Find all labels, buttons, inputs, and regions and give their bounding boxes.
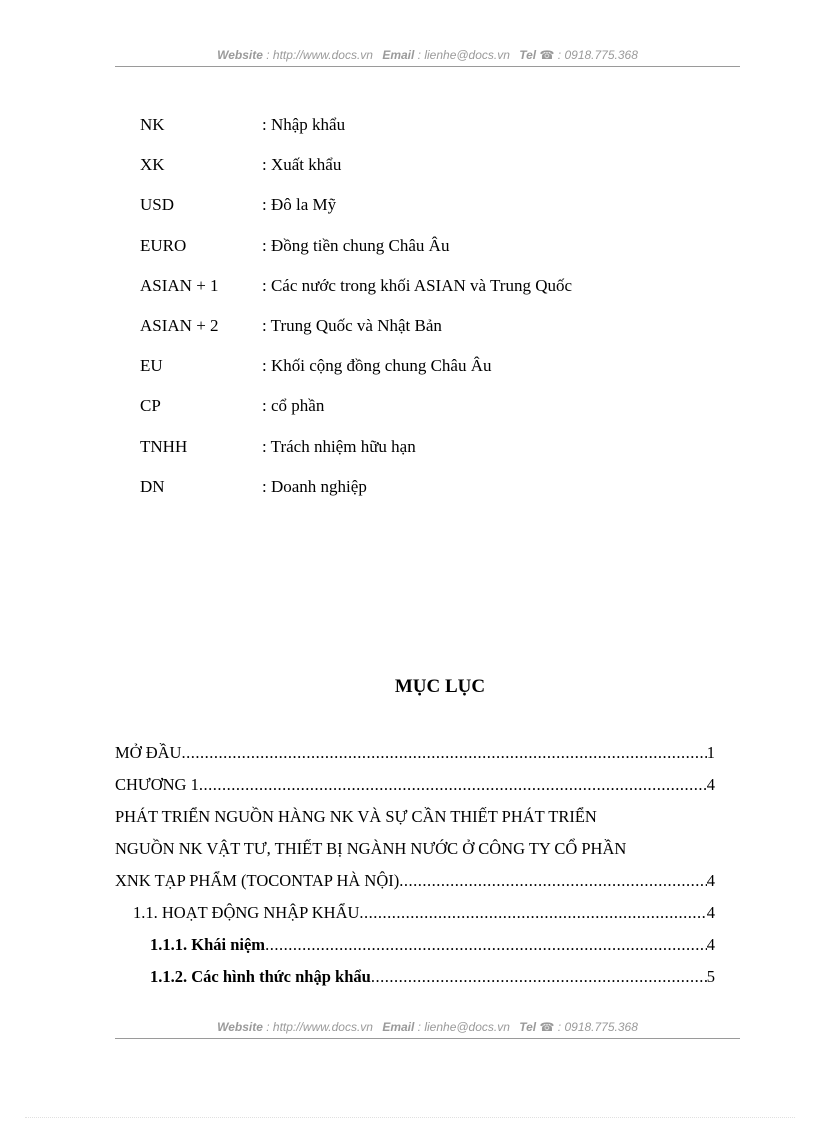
toc-page-number: 4 [706,871,715,890]
phone-icon: ☎ [539,1020,555,1034]
toc-page-number: 4 [706,935,715,954]
abbreviation-value: : Đồng tiền chung Châu Âu [262,235,450,255]
abbreviation-row [140,427,700,467]
toc-page-number: 4 [706,903,715,922]
email-value: : lienhe@docs.vn [417,1020,510,1034]
abbreviation-row [140,145,700,185]
abbreviation-key: ASIAN + 2 [140,316,219,336]
page-bottom-divider [25,1117,795,1118]
abbreviation-key: TNHH [140,436,188,456]
abbreviation-value: : Nhập khẩu [262,115,346,135]
toc-entry-label: 1.1.1. Khái niệm [150,935,266,954]
page-header [115,48,740,62]
abbreviation-value: : Đô la Mỹ [262,195,337,215]
toc-entry-section-1-1-1[interactable] [115,929,715,961]
toc-entry-label: 1.1. HOẠT ĐỘNG NHẬP KHẨU [133,903,360,922]
phone-icon: ☎ [539,48,555,62]
toc-leader-dots [199,775,707,795]
abbreviation-row [140,467,700,507]
website-label: Website [217,1020,263,1034]
toc-entry-mo-dau[interactable] [115,737,715,769]
website-value: : http://www.docs.vn [266,1020,373,1034]
abbreviation-key: EURO [140,235,187,255]
abbreviation-value: : Trung Quốc và Nhật Bản [262,316,442,336]
toc-page-number: 5 [706,967,715,986]
abbreviation-key: DN [140,476,165,496]
toc-entry-label: MỞ ĐẦU [115,743,182,762]
toc-leader-dots [371,967,707,987]
abbreviation-row [140,386,700,426]
footer-rule [115,1038,740,1039]
toc-leader-dots [399,871,707,891]
abbreviation-list [140,105,700,507]
page-footer [115,1020,740,1034]
table-of-contents [115,737,715,993]
toc-entry-chuong-1[interactable] [115,769,715,801]
toc-title: MỤC LỤC [394,676,486,697]
abbreviation-value: : Trách nhiệm hữu hạn [262,436,416,456]
abbreviation-value: : cổ phần [262,396,325,416]
abbreviation-key: XK [140,155,165,175]
toc-entry-section-1-1[interactable] [115,897,715,929]
abbreviation-row [140,346,700,386]
email-label: Email [382,48,415,62]
tel-label: Tel [519,48,537,62]
toc-entry-text-line: NGUỒN NK VẬT TƯ, THIẾT BỊ NGÀNH NƯỚC Ở CÔNG TY CỔ PHẦN [115,839,627,858]
abbreviation-value: : Doanh nghiệp [262,476,367,496]
tel-value: : 0918.775.368 [557,48,638,62]
email-value: : lienhe@docs.vn [417,48,510,62]
tel-value: : 0918.775.368 [557,1020,638,1034]
abbreviation-key: CP [140,396,161,416]
website-label: Website [217,48,263,62]
toc-leader-dots [359,903,706,923]
toc-entry-chapter-title[interactable] [115,865,715,897]
header-rule [115,66,740,67]
abbreviation-row [140,105,700,145]
toc-entry-label: 1.1.2. Các hình thức nhập khẩu [150,967,371,986]
abbreviation-key: USD [140,195,175,215]
abbreviation-value: : Các nước trong khối ASIAN và Trung Quốc [262,275,573,295]
tel-label: Tel [519,1020,537,1034]
email-label: Email [382,1020,415,1034]
abbreviation-key: ASIAN + 1 [140,275,219,295]
abbreviation-row [140,306,700,346]
website-value: : http://www.docs.vn [266,48,373,62]
toc-page-number: 1 [706,743,715,762]
toc-entry-text-line: PHÁT TRIỂN NGUỒN HÀNG NK VÀ SỰ CẦN THIẾT PHÁT TRIỂN [115,807,597,826]
toc-entry-section-1-1-2[interactable] [115,961,715,993]
abbreviation-row [140,185,700,225]
abbreviation-key: EU [140,356,163,376]
abbreviation-row [140,266,700,306]
toc-leader-dots [181,743,706,763]
toc-entry-label: XNK TẠP PHẨM (TOCONTAP HÀ NỘI) [115,871,400,890]
toc-leader-dots [265,935,707,955]
toc-entry-label: CHƯƠNG 1 [115,775,199,794]
abbreviation-key: NK [140,115,165,135]
abbreviation-row [140,226,700,266]
abbreviation-value: : Xuất khẩu [262,155,342,175]
abbreviation-value: : Khối cộng đồng chung Châu Âu [262,356,492,376]
toc-page-number: 4 [706,775,715,794]
